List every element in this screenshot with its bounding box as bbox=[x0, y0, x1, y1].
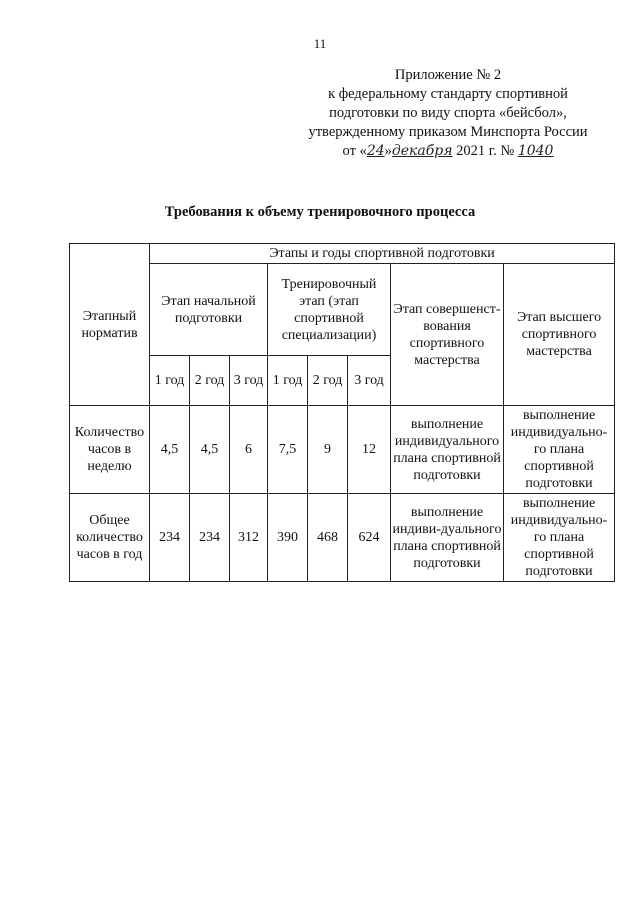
stages-header-cell: Этапы и годы спортивной подготовки bbox=[150, 244, 615, 264]
appendix-line-4: утвержденному приказом Минспорта России bbox=[308, 124, 588, 140]
table-row bbox=[70, 494, 615, 582]
improvement-stage-cell: выполнение индивидуального плана спортивной подготовки bbox=[391, 406, 504, 494]
value-cell: 6 bbox=[230, 406, 268, 494]
order-number-handwritten: 1040 bbox=[517, 143, 554, 159]
stage-higher-header: Этап высшего спортивного мастерства bbox=[504, 264, 615, 406]
value-cell: 468 bbox=[308, 494, 348, 582]
date-prefix: от « bbox=[342, 143, 367, 159]
year-header-cell: 2 год bbox=[308, 356, 348, 406]
year-header-cell: 1 год bbox=[268, 356, 308, 406]
higher-stage-cell: выполнение индивидуально-го плана спортивной подготовки bbox=[504, 494, 615, 582]
appendix-header bbox=[300, 66, 620, 161]
appendix-line-2: к федеральному стандарту спортивной bbox=[328, 86, 568, 102]
year-header-cell: 3 год bbox=[348, 356, 391, 406]
appendix-line-1: Приложение № 2 bbox=[394, 67, 502, 83]
stage-initial-header: Этап начальной подготовки bbox=[150, 264, 268, 356]
norm-header-cell: Этапный норматив bbox=[70, 244, 150, 406]
row-label-cell: Количество часов в неделю bbox=[70, 406, 150, 494]
value-cell: 312 bbox=[230, 494, 268, 582]
value-cell: 9 bbox=[308, 406, 348, 494]
value-cell: 4,5 bbox=[190, 406, 230, 494]
value-cell: 234 bbox=[190, 494, 230, 582]
value-cell: 7,5 bbox=[268, 406, 308, 494]
page-number: 11 bbox=[313, 36, 327, 51]
year-header-cell: 2 год bbox=[190, 356, 230, 406]
date-mid: » bbox=[384, 143, 392, 159]
appendix-line-3: подготовки по виду спорта «бейсбол», bbox=[329, 105, 567, 121]
stage-improvement-header: Этап совершенст-вования спортивного мастерства bbox=[391, 264, 504, 406]
improvement-stage-cell: выполнение индиви-дуального плана спортивной подготовки bbox=[391, 494, 504, 582]
value-cell: 390 bbox=[268, 494, 308, 582]
date-year: 2021 г. № bbox=[452, 143, 518, 159]
date-month-handwritten: декабря bbox=[391, 143, 453, 159]
stage-training-header: Тренировочный этап (этап спортивной специализации) bbox=[268, 264, 391, 356]
document-title: Требования к объему тренировочного процесса bbox=[164, 204, 476, 220]
year-header-cell: 1 год bbox=[150, 356, 190, 406]
date-day-handwritten: 24 bbox=[366, 143, 385, 159]
value-cell: 4,5 bbox=[150, 406, 190, 494]
order-date-line bbox=[300, 142, 596, 161]
table-row bbox=[70, 406, 615, 494]
row-label-cell: Общее количество часов в год bbox=[70, 494, 150, 582]
training-volume-table bbox=[69, 243, 615, 582]
value-cell: 624 bbox=[348, 494, 391, 582]
higher-stage-cell: выполнение индивидуально-го плана спортивной подготовки bbox=[504, 406, 615, 494]
year-header-cell: 3 год bbox=[230, 356, 268, 406]
value-cell: 234 bbox=[150, 494, 190, 582]
value-cell: 12 bbox=[348, 406, 391, 494]
